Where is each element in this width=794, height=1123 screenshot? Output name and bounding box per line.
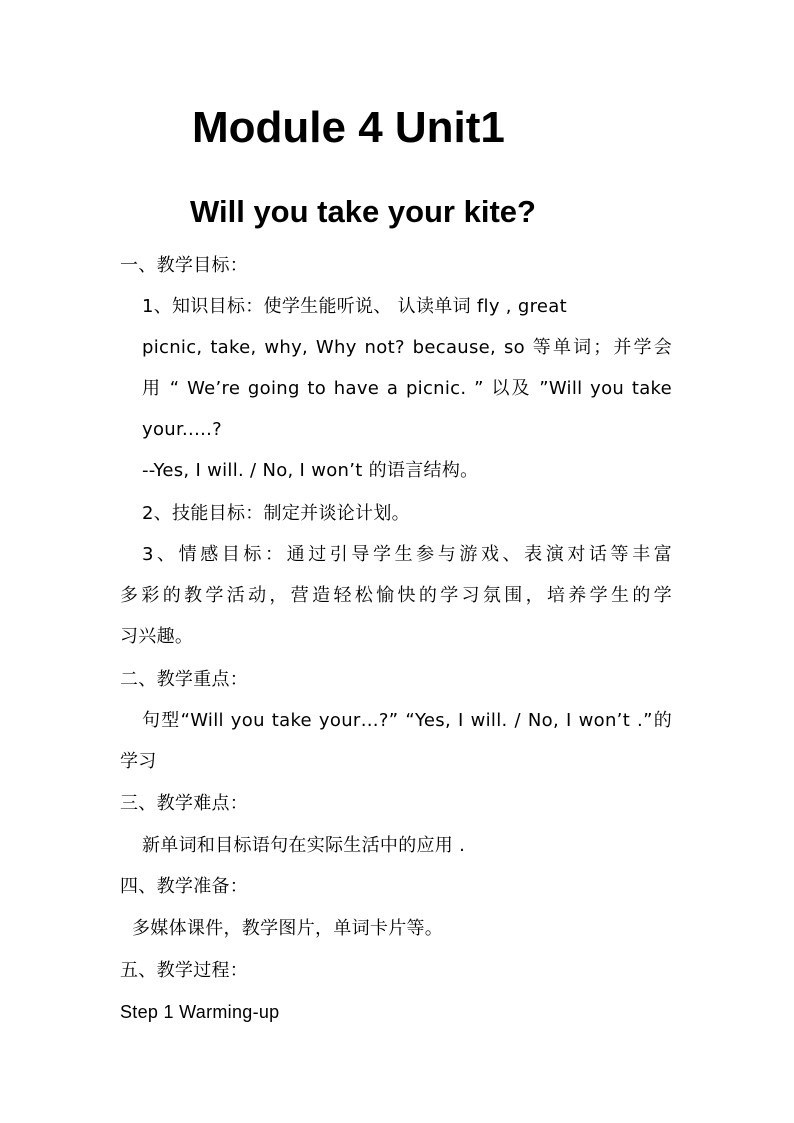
emotion-objective-line-2: 多彩的教学活动，营造轻松愉快的学习氛围，培养学生的学 (120, 585, 672, 606)
knowledge-objective-line-2: picnic, take, why, Why not? because, so 等单词；并学会 (142, 337, 672, 358)
step-1-heading: Step 1 Warming-up (120, 1002, 280, 1022)
document-title: Module 4 Unit1 (192, 103, 505, 152)
knowledge-objective-line-1: 1、知识目标：使学生能听说、 认读单词 fly , great (142, 296, 567, 317)
section-heading-preparation: 四、教学准备： (120, 876, 249, 897)
section-heading-key-points: 二、教学重点： (120, 669, 249, 690)
section-heading-process: 五、教学过程： (120, 960, 249, 981)
knowledge-objective-line-5: --Yes, I will. / No, I won’t 的语言结构。 (142, 460, 479, 481)
knowledge-objective-line-3: 用 “ We’re going to have a picnic. ” 以及 ”Will you take (142, 378, 672, 399)
section-heading-difficulties: 三、教学难点： (120, 793, 249, 814)
key-points-line-2: 学习 (120, 751, 157, 772)
emotion-objective-line-3: 习兴趣。 (120, 626, 194, 647)
emotion-objective-line-1: 3、情感目标：通过引导学生参与游戏、表演对话等丰富 (142, 544, 672, 565)
preparation-line: 多媒体课件，教学图片，单词卡片等。 (132, 918, 444, 939)
difficulties-line: 新单词和目标语句在实际生活中的应用 . (142, 835, 466, 856)
knowledge-objective-line-4: your.....? (142, 419, 222, 440)
skill-objective-line: 2、技能目标：制定并谈论计划。 (142, 503, 410, 524)
section-heading-objectives: 一、教学目标： (120, 255, 249, 276)
key-points-line-1: 句型“Will you take your…?” “Yes, I will. / No, I won’t .”的 (142, 710, 672, 731)
document-subtitle: Will you take your kite? (190, 194, 536, 229)
